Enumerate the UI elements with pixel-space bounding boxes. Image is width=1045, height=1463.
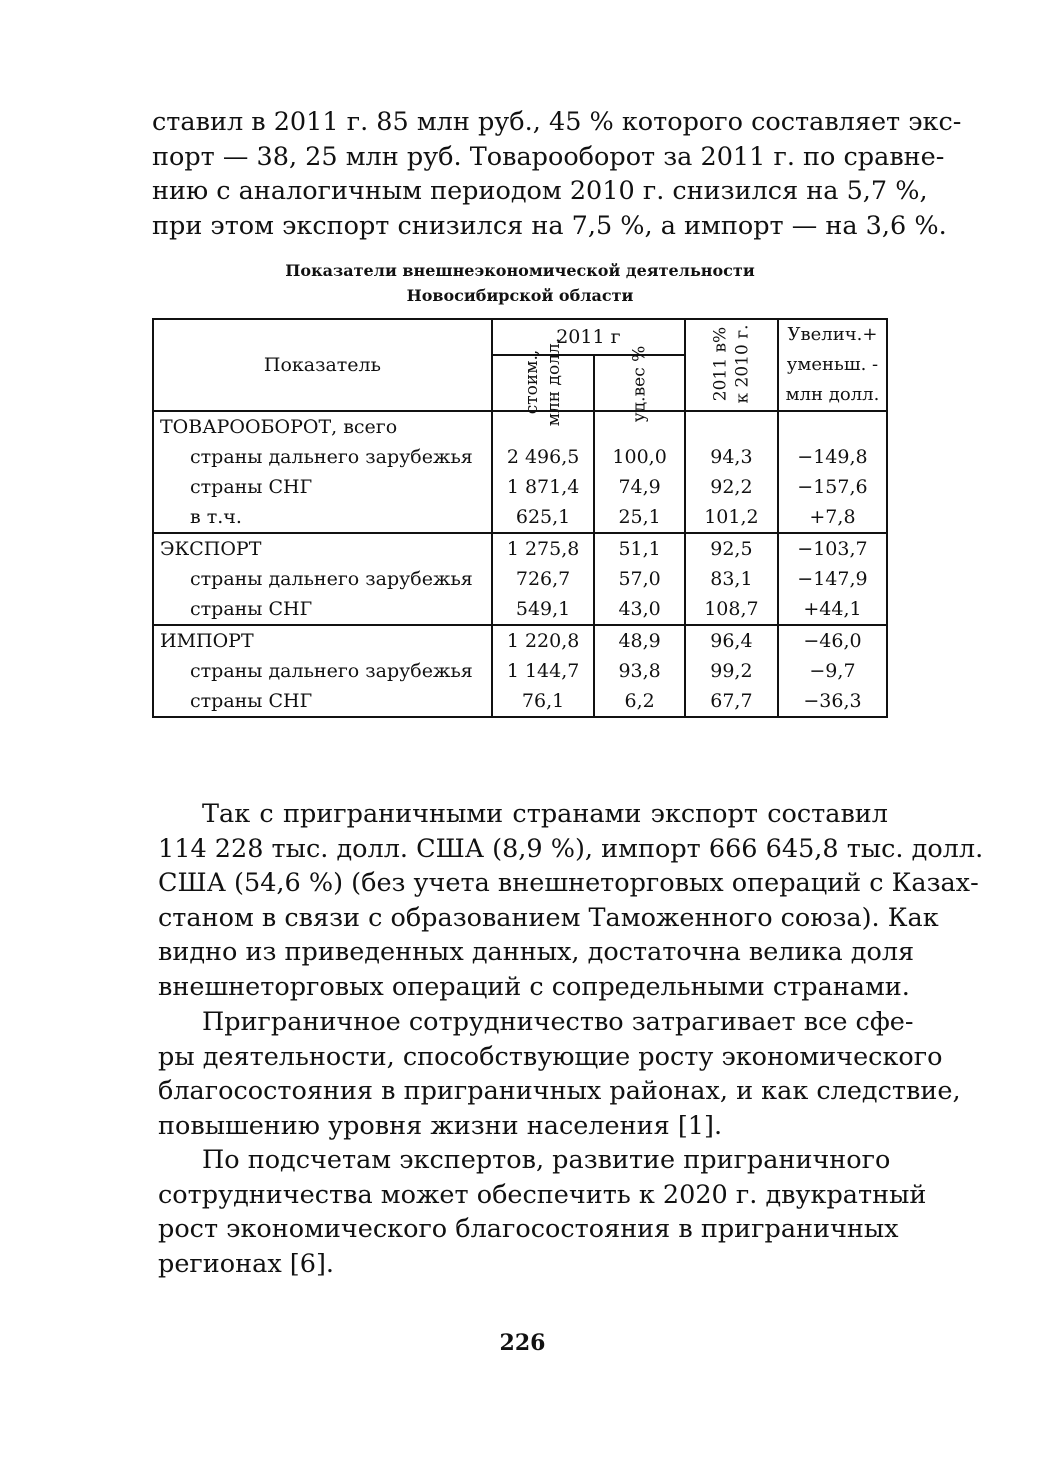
cell-share: 51,1 (594, 533, 685, 564)
cell-label: страны СНГ (153, 594, 492, 625)
text-line: внешнеторговых операций с сопредельными странами. (158, 971, 910, 1002)
cell-ratio: 101,2 (685, 502, 778, 533)
cell-change: −46,0 (778, 625, 887, 656)
cell-change: −9,7 (778, 656, 887, 686)
cell-ratio (685, 411, 778, 442)
table-row (153, 472, 887, 502)
table-row (153, 625, 887, 656)
cell-ratio: 99,2 (685, 656, 778, 686)
text-line: 114 228 тыс. долл. США (8,9 %), импорт 666 645,8 тыс. долл. (158, 833, 984, 864)
caption-line-2: Новосибирской области (406, 286, 634, 305)
text-line: порт — 38, 25 млн руб. Товарооборот за 2011 г. по сравне- (152, 141, 945, 172)
table-row (153, 656, 887, 686)
cell-ratio: 92,5 (685, 533, 778, 564)
cell-ratio: 94,3 (685, 442, 778, 472)
cell-share: 57,0 (594, 564, 685, 594)
table-caption (152, 258, 888, 308)
cell-ratio: 108,7 (685, 594, 778, 625)
text-line: при этом экспорт снизился на 7,5 %, а импорт — на 3,6 %. (152, 210, 947, 241)
table-row (153, 411, 887, 442)
cell-label: страны дальнего зарубежья (153, 442, 492, 472)
table-body (153, 411, 887, 717)
page-number: 226 (499, 1330, 546, 1356)
text-line: ры деятельности, способствующие росту экономического (158, 1041, 943, 1072)
cell-cost: 1 871,4 (492, 472, 594, 502)
cell-label: ТОВАРООБОРОТ, всего (153, 411, 492, 442)
table-row (153, 533, 887, 564)
table-row (153, 442, 887, 472)
cell-share: 43,0 (594, 594, 685, 625)
paragraph-forecast (158, 1143, 927, 1281)
caption-line-1: Показатели внешнеэкономической деятельности (285, 261, 755, 280)
cell-change: +7,8 (778, 502, 887, 533)
cell-ratio: 92,2 (685, 472, 778, 502)
text-line: регионах [6]. (158, 1248, 335, 1279)
cell-change (778, 411, 887, 442)
cell-cost: 625,1 (492, 502, 594, 533)
cell-cost: 1 275,8 (492, 533, 594, 564)
cell-label: в т.ч. (153, 502, 492, 533)
text-line: сотрудничества может обеспечить к 2020 г. двукратный (158, 1179, 927, 1210)
cell-cost: 726,7 (492, 564, 594, 594)
cell-label: страны дальнего зарубежья (153, 564, 492, 594)
header-ratio: 2011 в% к 2010 г. (685, 319, 778, 411)
table-row (153, 594, 887, 625)
cell-ratio: 96,4 (685, 625, 778, 656)
cell-ratio: 67,7 (685, 686, 778, 717)
paragraph-border-trade (158, 797, 984, 1004)
text-line: благосостояния в приграничных районах, и как следствие, (158, 1076, 961, 1106)
cell-change: −103,7 (778, 533, 887, 564)
cell-label: ЭКСПОРТ (153, 533, 492, 564)
paragraph-intro (152, 105, 962, 243)
table-row (153, 502, 887, 533)
cell-share: 25,1 (594, 502, 685, 533)
indicators-table (152, 318, 888, 718)
table-row (153, 686, 887, 717)
cell-label: ИМПОРТ (153, 625, 492, 656)
text-line: видно из приведенных данных, достаточна велика доля (158, 937, 915, 967)
text-line: По подсчетам экспертов, развитие приграничного (202, 1145, 891, 1175)
header-share: уд.вес % (594, 355, 685, 411)
header-indicator: Показатель (153, 319, 492, 411)
paragraph-cooperation (158, 1005, 961, 1143)
cell-share: 6,2 (594, 686, 685, 717)
text-line: нию с аналогичным периодом 2010 г. снизился на 5,7 %, (152, 176, 928, 206)
text-line: станом в связи с образованием Таможенного союза). Как (158, 902, 939, 933)
cell-share: 74,9 (594, 472, 685, 502)
cell-ratio: 83,1 (685, 564, 778, 594)
cell-label: страны дальнего зарубежья (153, 656, 492, 686)
table-row (153, 564, 887, 594)
cell-share: 48,9 (594, 625, 685, 656)
cell-change: −147,9 (778, 564, 887, 594)
header-year: 2011 г (492, 319, 685, 355)
cell-change: +44,1 (778, 594, 887, 625)
cell-change: −36,3 (778, 686, 887, 717)
cell-cost: 2 496,5 (492, 442, 594, 472)
text-line: ставил в 2011 г. 85 млн руб., 45 % которого составляет экс- (152, 107, 962, 137)
text-line: Приграничное сотрудничество затрагивает все сфе- (202, 1007, 914, 1037)
cell-share: 100,0 (594, 442, 685, 472)
cell-cost: 1 144,7 (492, 656, 594, 686)
cell-change: −157,6 (778, 472, 887, 502)
header-cost: стоим., млн долл. (492, 355, 594, 411)
cell-cost: 1 220,8 (492, 625, 594, 656)
cell-share: 93,8 (594, 656, 685, 686)
cell-cost: 549,1 (492, 594, 594, 625)
cell-label: страны СНГ (153, 472, 492, 502)
text-line: Так с приграничными странами экспорт составил (202, 799, 888, 829)
text-line: рост экономического благосостояния в приграничных (158, 1214, 899, 1244)
cell-cost: 76,1 (492, 686, 594, 717)
cell-label: страны СНГ (153, 686, 492, 717)
cell-change: −149,8 (778, 442, 887, 472)
text-line: повышению уровня жизни населения [1]. (158, 1110, 723, 1141)
header-change: Увелич.+ уменьш. - млн долл. (778, 319, 887, 411)
text-line: США (54,6 %) (без учета внешнеторговых операций с Казах- (158, 868, 979, 898)
